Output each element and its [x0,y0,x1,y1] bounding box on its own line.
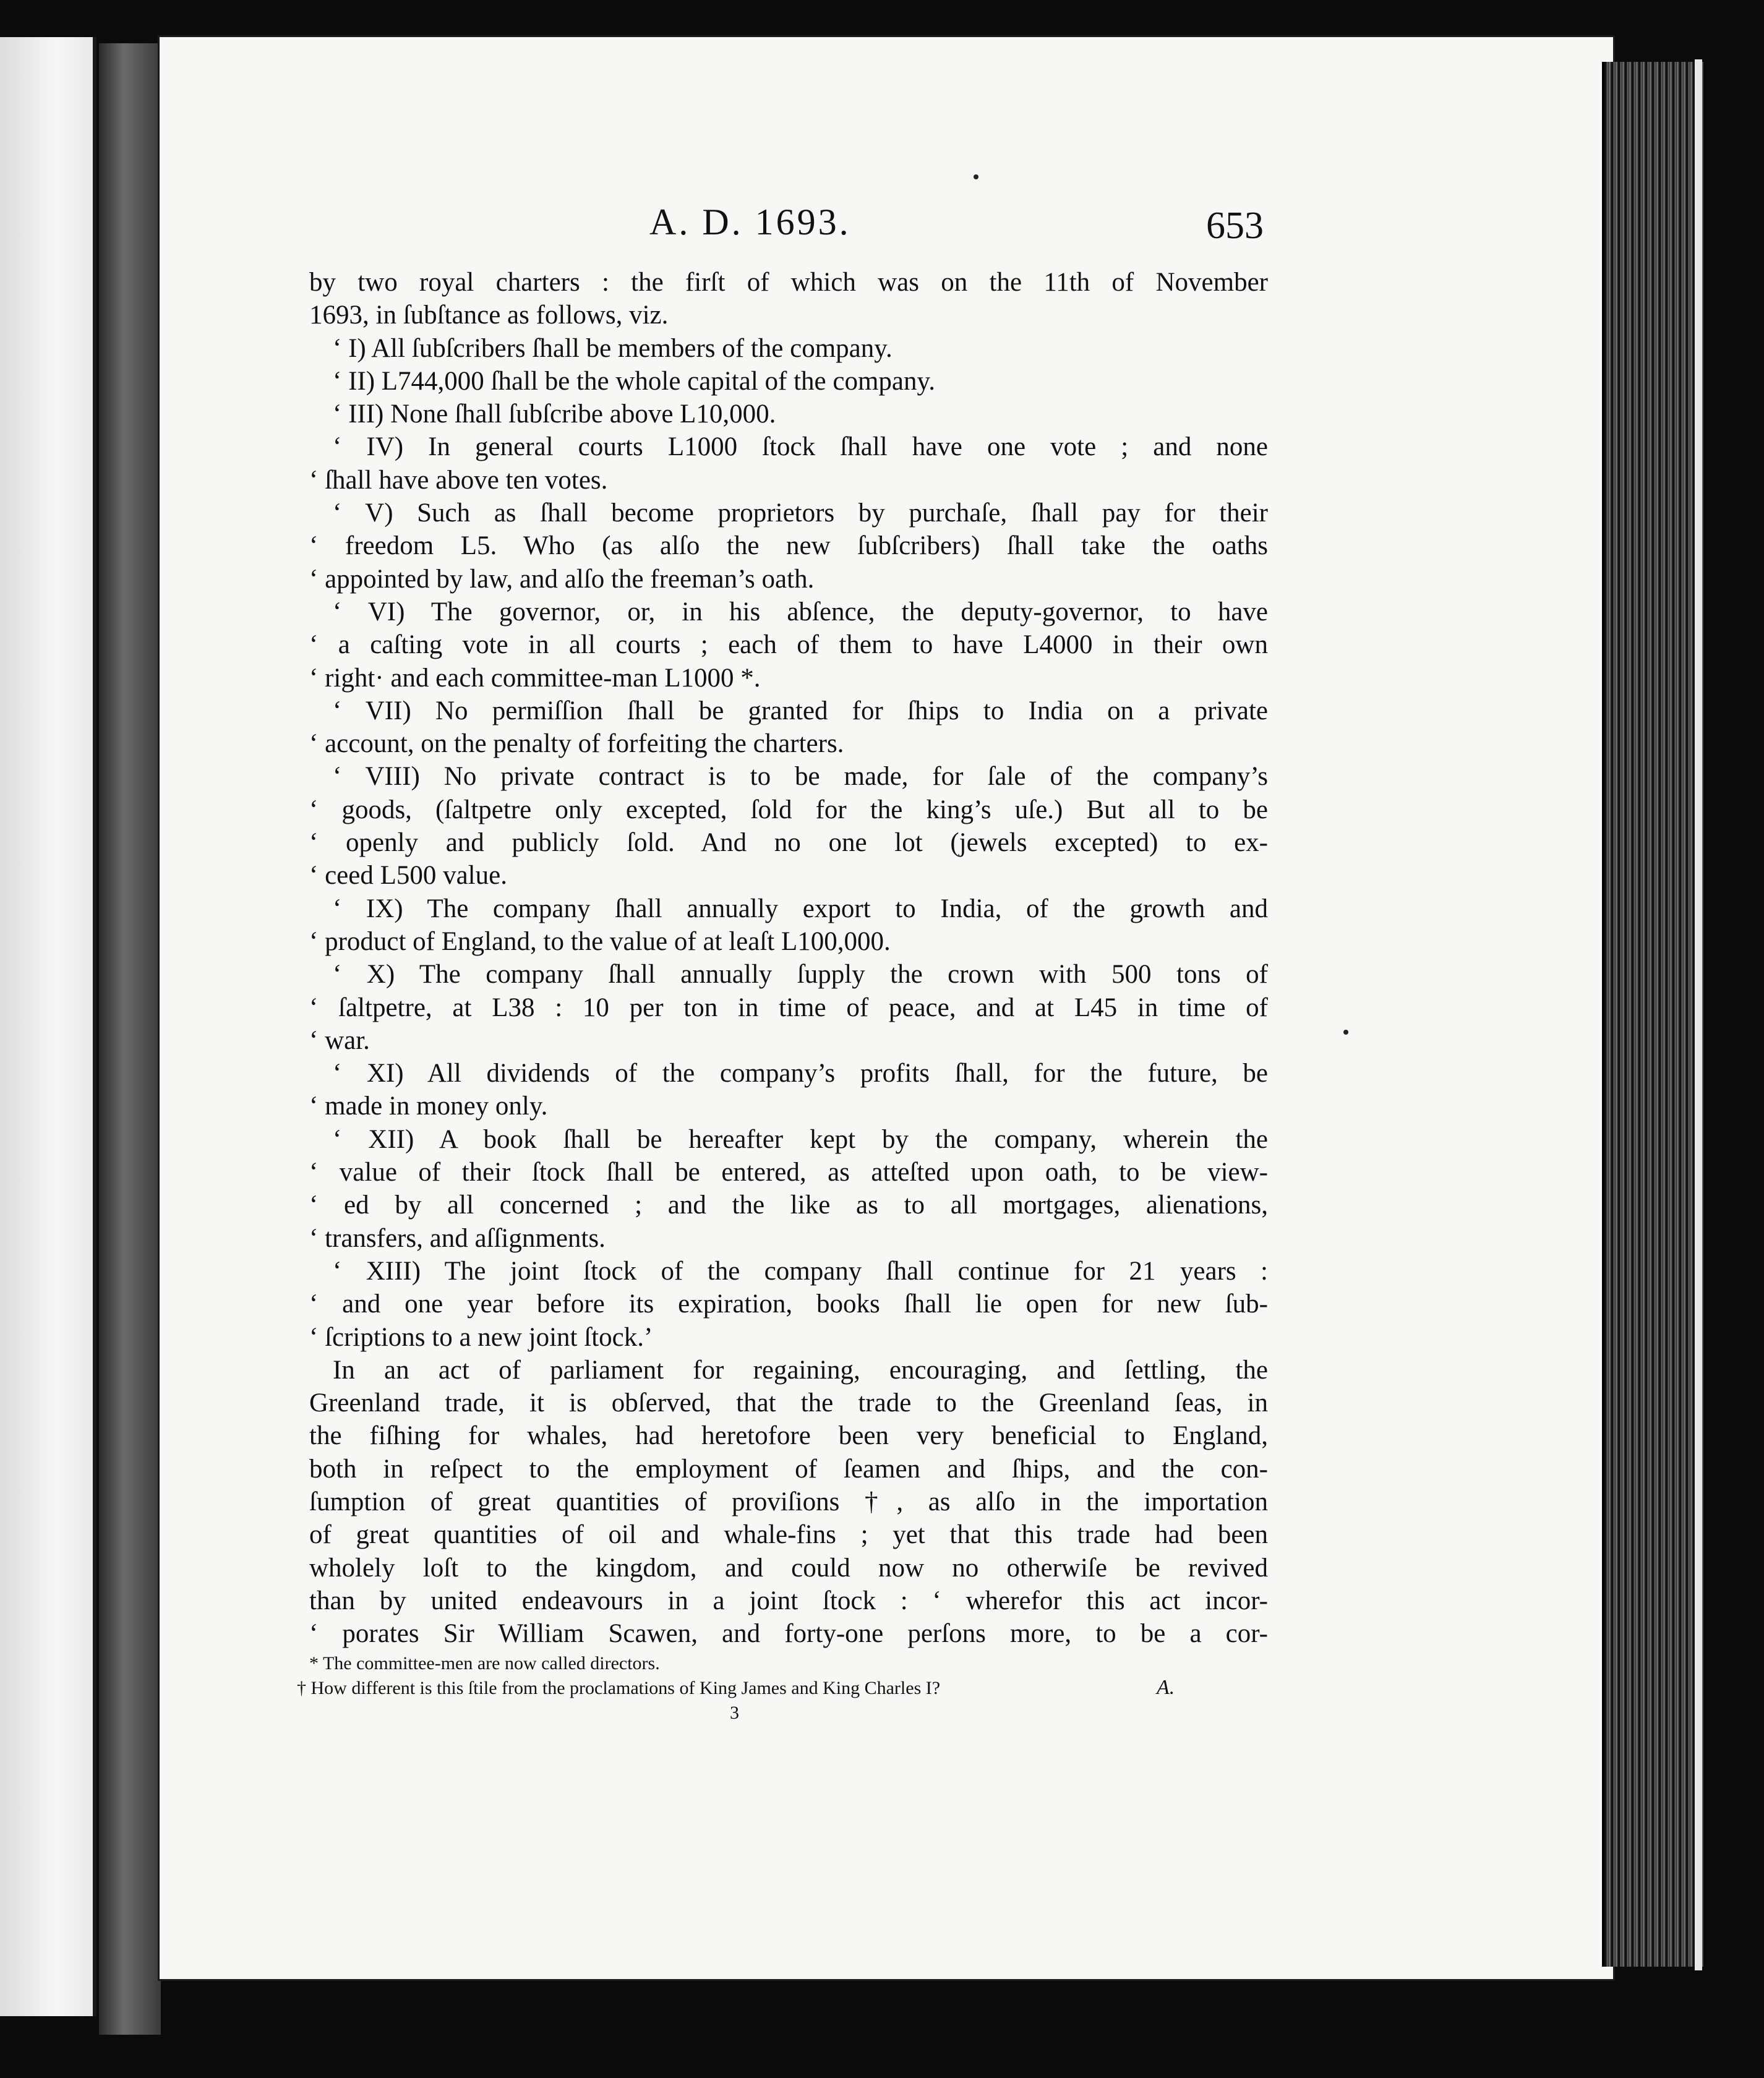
text-line: ſumption of great quantities of proviſions †, as alſo in the importation [309,1487,1268,1516]
text-line: ‘ freedom L5. Who (as alſo the new ſubſcribers) ſhall take the oaths [309,531,1268,561]
text-line: ‘ ceed L500 value. [309,861,507,891]
ink-speck [1343,1030,1348,1035]
text-line: ‘ XII) A book ſhall be hereafter kept by the company, wherein the [333,1124,1268,1154]
page-edge-highlight [1695,59,1702,1970]
text-line: ‘ VII) No permiſſion ſhall be granted for ſhips to India on a private [333,696,1268,725]
footnote: † How different is this ſtile from the proclamations of King James and King Charles I? [297,1678,941,1698]
text-line: than by united endeavours in a joint ſtock : ‘ wherefor this act incor- [309,1586,1268,1615]
text-line: ‘ V) Such as ſhall become proprietors by purchaſe, ſhall pay for their [333,498,1268,528]
footnotes [297,1651,1256,1725]
text-line: ‘ I) All ſubſcribers ſhall be members of the company. [333,333,893,363]
text-line: both in reſpect to the employment of ſeamen and ſhips, and the con- [309,1454,1268,1484]
text-line: ‘ porates Sir William Scawen, and forty-one perſons more, to be a cor- [309,1619,1268,1649]
book-gutter [99,43,161,2035]
text-line: by two royal charters : the firſt of which was on the 11th of November [309,268,1268,297]
text-line: ‘ ed by all concerned ; and the like as to all mortgages, alienations, [309,1191,1268,1220]
text-line: ‘ XI) All dividends of the company’s profits ſhall, for the future, be [333,1059,1268,1088]
text-line: ‘ IX) The company ſhall annually export to India, of the growth and [333,894,1268,923]
body-text [309,266,1268,1650]
text-line: ‘ ſcriptions to a new joint ſtock.’ [309,1322,653,1352]
text-line: ‘ appointed by law, and alſo the freeman’s oath. [309,564,815,594]
text-line: ‘ ſhall have above ten votes. [309,465,608,495]
text-line: wholely loſt to the kingdom, and could now no otherwiſe be revived [309,1553,1268,1583]
text-line: In an act of parliament for regaining, encouraging, and ſettling, the [333,1355,1268,1385]
text-line: ‘ ſaltpetre, at L38 : 10 per ton in time of peace, and at L45 in time of [309,993,1268,1022]
page-number: 653 [1206,205,1264,247]
ink-speck [974,174,978,179]
text-line: ‘ transfers, and aſſignments. [309,1223,606,1253]
text-line: ‘ X) The company ſhall annually ſupply the crown with 500 tons of [333,960,1268,990]
text-line: ‘ and one year before its expiration, books ſhall lie open for new ſub- [309,1289,1268,1319]
text-line: ‘ a caſting vote in all courts ; each of them to have L4000 in their own [309,630,1268,660]
text-line: ‘ VI) The governor, or, in his abſence, the deputy-governor, to have [333,597,1268,626]
text-line: ‘ made in money only. [309,1092,548,1121]
text-line: ‘ value of their ſtock ſhall be entered, as atteſted upon oath, to be view- [309,1158,1268,1187]
footnote: * The committee-men are now called directors. [309,1653,660,1674]
text-line: ‘ openly and publicly ſold. And no one lot (jewels excepted) to ex- [309,828,1268,858]
text-line: ‘ III) None ſhall ſubſcribe above L10,000. [333,400,776,429]
text-line: ‘ right· and each committee-man L1000 *. [309,663,761,693]
text-line: Greenland trade, it is obſerved, that the trade to the Greenland ſeas, in [309,1388,1268,1418]
page-edge-stack [1602,62,1703,1967]
catchword: A. [1157,1676,1175,1699]
text-line: ‘ XIII) The joint ſtock of the company ſhall continue for 21 years : [333,1256,1268,1286]
signature-mark: 3 [730,1703,739,1723]
text-line: of great quantities of oil and whale-fins ; yet that this trade had been [309,1520,1268,1550]
text-line: ‘ II) L744,000 ſhall be the whole capital of the company. [333,366,935,396]
running-head: A. D. 1693. [649,202,851,242]
facing-page-edge [0,37,96,2016]
text-line: ‘ IV) In general courts L1000 ſtock ſhall have one vote ; and none [333,432,1268,462]
text-line: ‘ product of England, to the value of at leaſt L100,000. [309,926,891,956]
text-line: ‘ goods, (ſaltpetre only excepted, ſold for the king’s uſe.) But all to be [309,795,1268,824]
text-line: ‘ VIII) No private contract is to be made, for ſale of the company’s [333,762,1268,792]
text-line: the fiſhing for whales, had heretofore been very beneficial to England, [309,1421,1268,1451]
text-line: ‘ war. [309,1025,370,1055]
text-line: 1693, in ſubſtance as follows, viz. [309,301,669,330]
text-line: ‘ account, on the penalty of forfeiting the charters. [309,729,844,759]
